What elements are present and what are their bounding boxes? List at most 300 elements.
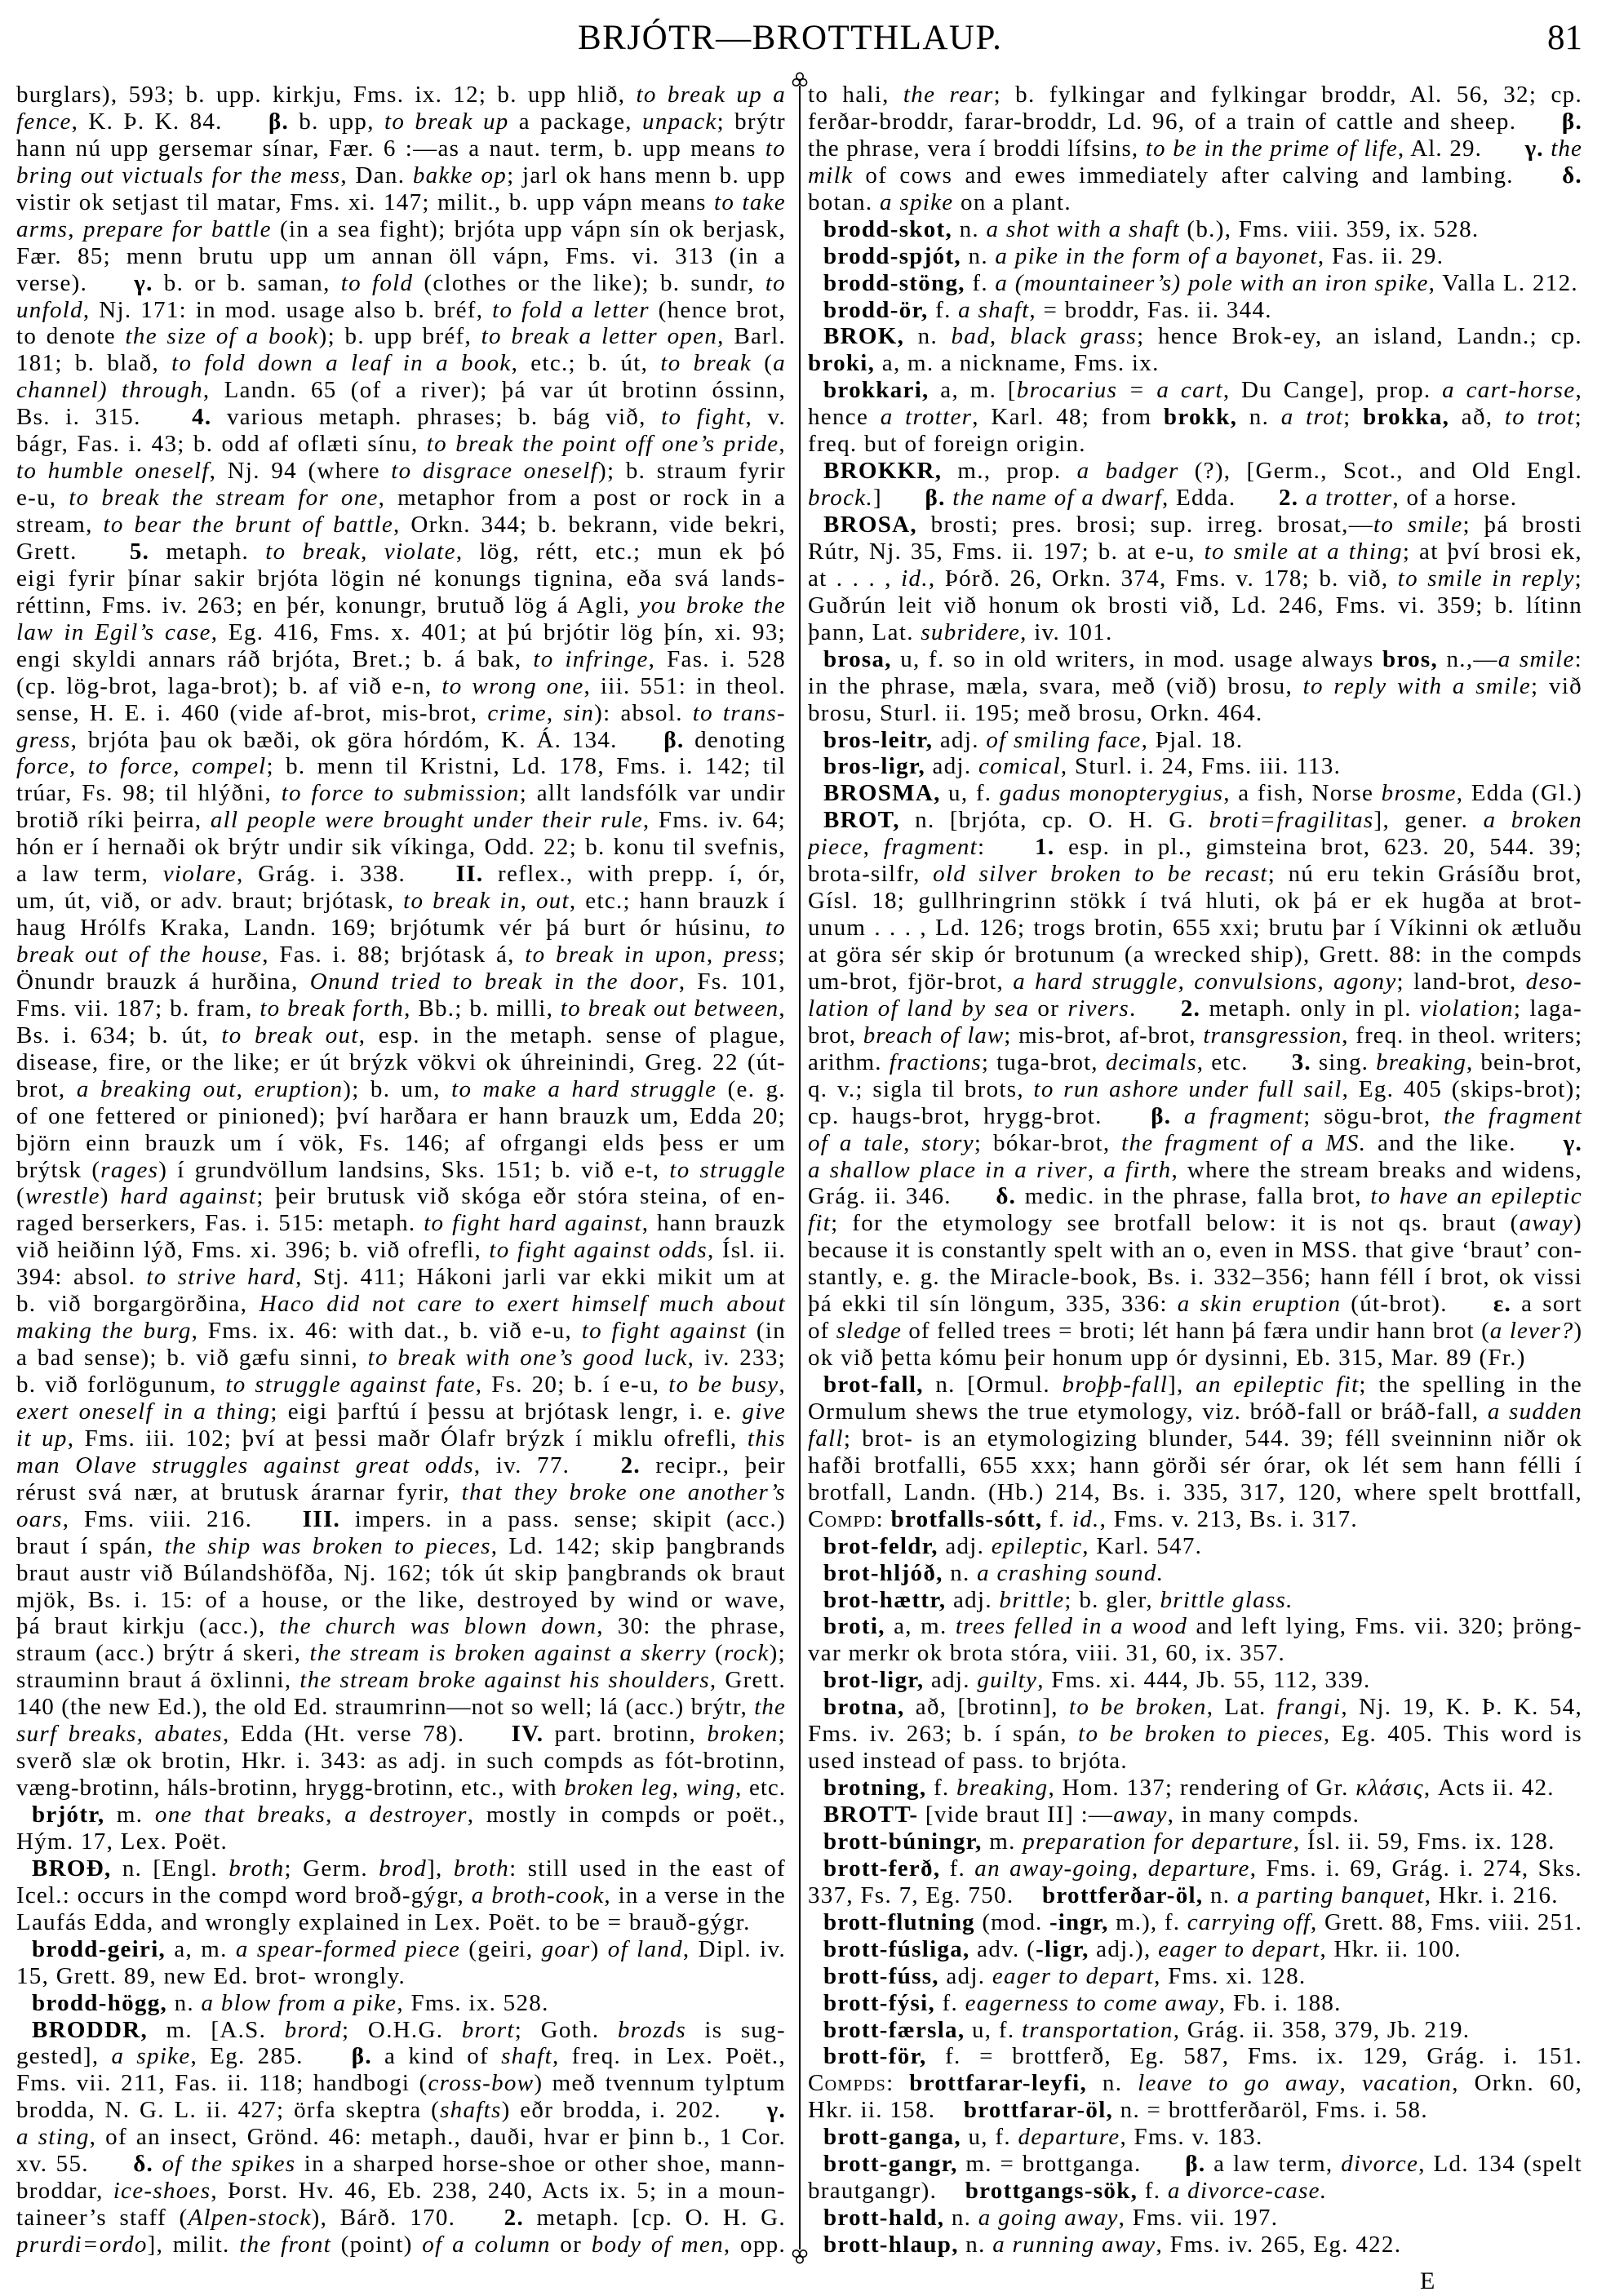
roman-text: (út-brot). [1341,1291,1448,1318]
italic-text: departure [1018,2124,1120,2151]
roman-text: Grett. [16,538,78,565]
roman-text: metaph. only in pl. [1200,995,1421,1022]
roman-text: in a sharped horse-shoe or other shoe, mann- [295,2151,786,2178]
section-marker: III. [302,1505,341,1532]
italic-text: violation [1420,995,1514,1022]
roman-text: b. við borgargörðina, [16,1291,260,1318]
roman-text: to hali, [808,82,903,108]
roman-text: arithm. [808,1048,890,1075]
roman-text: 140 (the new Ed.), the old Ed. straumrinn—not so well; lá (acc.) brýtr, [16,1694,755,1721]
text-line [808,162,1582,189]
italic-text: the rear [903,82,994,108]
roman-text: ; bókar-brot, [974,1129,1122,1156]
text-line [16,915,786,942]
roman-text: u, f. [961,2124,1018,2151]
roman-text: (cp. lög-brot, laga-brot); b. af við e-n, [16,672,442,699]
roman-text: (b.), Fms. viii. 359, ix. 528. [1179,215,1480,242]
headword: -ligr, [1036,1935,1089,1962]
italic-text: to be busy [668,1372,779,1398]
roman-text: ; hence Brok-ey, an island, Landn.; cp. [1137,323,1582,350]
roman-text: 394: absol. [16,1264,147,1291]
roman-text: hafði brotfalli, 655 xxx; hann görði sér órar, ok lét sem hann félli í [808,1452,1582,1478]
entry-first-line [808,780,1582,807]
headword: brot-feldr, [823,1532,938,1559]
italic-text: old silver broken to be recast [933,861,1268,888]
headword: brokk, [1163,404,1238,431]
text-line [808,1398,1582,1425]
section-marker: β. [925,485,946,512]
roman-text: adj. [946,1586,1000,1613]
roman-text: m. = brottganga. [957,2151,1142,2178]
italic-text: id. [901,565,929,592]
roman-text: (geiri, [460,1935,542,1962]
text-line [16,565,786,592]
roman-text: sverð slæ ok brotin, Hkr. i. 343: as adj. in such compds as fót-brotinn, [16,1748,786,1775]
roman-text: Fms. iv. 263; b. í spán, [808,1721,1079,1748]
section-marker: β. [268,108,290,135]
roman-text: , Fms. xi. 444, Jb. 55, 112, 339. [1037,1667,1371,1694]
sub-headword: brottfarar-öl, [963,2097,1114,2124]
text-line [16,2205,786,2232]
italic-text: Haco did not care to exert himself much about [259,1291,786,1318]
text-line [16,834,786,861]
italic-text: to fold a letter [492,296,650,323]
roman-text: freq. but of foreign origin. [808,431,1086,458]
roman-text: of [808,1318,836,1345]
running-title: BRJÓTR—BROTTHLAUP. [578,19,1003,57]
entry-first-line [808,216,1582,243]
entry-first-line [808,1828,1582,1855]
italic-text: unfold [16,296,83,323]
italic-text: to reply with a smile [1302,672,1532,699]
text-line [16,1479,786,1506]
roman-text: við heiðinn lýð, Fms. xi. 396; b. við ofrefli, [16,1237,490,1264]
roman-text: rérust svá nær, at brutusk árarnar fyrir, [16,1478,462,1505]
entry-first-line [808,2151,1582,2178]
roman-text: ), Bárð. 170. [311,2205,456,2232]
roman-text: ; [778,1721,786,1748]
text-line [16,942,786,968]
roman-text: , Landn. 65 (of a river); þá var út brotinn óssinn, [202,377,786,404]
roman-text: ; sögu-brot, [1303,1102,1444,1129]
italic-text: trees felled in a wood [955,1613,1188,1640]
entry-first-line [808,377,1582,404]
italic-text: to struggle against fate [225,1372,476,1398]
roman-text: , Eg. 285. [190,2043,304,2070]
roman-text: , Fb. i. 188. [1218,1989,1342,2016]
italic-text: breach of law [863,1022,1005,1048]
italic-text: away [1113,1802,1168,1828]
italic-text: a spike [111,2043,191,2070]
text-line [16,109,786,135]
roman-text: f. [928,296,959,323]
section-marker: β. [1561,108,1582,135]
roman-text: to denote [16,323,126,350]
roman-text: , [672,1775,686,1802]
italic-text: a shaft [958,296,1030,323]
roman-text: a bad sense); b. við gæfu sinni, [16,1345,368,1372]
italic-text: a [773,350,786,377]
roman-text: disease, fire, or the like; er út brýzk vökvi ok úhreinindi, Greg. 22 (út- [16,1048,786,1075]
text-line [16,512,786,539]
roman-text: Laufás Edda, and wrongly explained in Lex. Poët. to be = brauð-gýgr. [16,1908,751,1935]
headword: -ingr, [1049,1908,1109,1935]
italic-text: to have an epileptic [1370,1183,1582,1210]
text-line [808,485,1582,512]
left-column [16,82,786,2258]
roman-text: , Edda (Ht. verse 78). [223,1721,465,1748]
italic-text: a blow from a pike [201,1989,397,2016]
roman-text: , brjóta þau ok bæði, ok göra hórdóm, K. Á. 134. [70,726,618,753]
italic-text: to be in the prime of life [1145,135,1398,162]
entry-first-line [808,458,1582,485]
roman-text: ; [1343,404,1364,431]
italic-text: broken leg [564,1775,672,1802]
roman-text: f. [926,1775,957,1802]
headword: brot-hættr, [823,1586,947,1613]
text-line [16,780,786,807]
roman-text: , [236,1075,255,1102]
roman-text: , Nj. 171: in mod. usage also b. bréf, [82,296,493,323]
roman-text: ], [1168,1372,1196,1398]
italic-text: the [754,1694,786,1721]
roman-text: væng-brotinn, háls-brotinn, hrygg-brotinn, etc., with [16,1775,565,1802]
italic-text: bad [951,323,990,350]
text-line [16,485,786,512]
italic-text: to break [265,538,362,565]
entry-first-line [808,1775,1582,1802]
headword: bros-leitr, [823,726,934,753]
text-line [808,1425,1582,1452]
roman-text: , [706,942,724,968]
roman-text: , [1339,2070,1362,2097]
roman-text: at . . . , [808,565,902,592]
text-line [16,673,786,700]
roman-text: ); b. upp bréf, [318,323,481,350]
entry-first-line [808,727,1582,754]
section-marker: γ. [1563,1129,1582,1156]
headword: brott-gangr, [823,2151,958,2178]
signature-mark: E [1420,2267,1435,2294]
italic-text: a cart-horse [1442,377,1576,404]
italic-text: a spear-formed piece [235,1935,461,1962]
roman-text: gested], [16,2043,112,2070]
roman-text: , Fms. vii. 197. [1118,2205,1279,2232]
italic-text: rock [724,1640,770,1667]
text-line [16,2070,786,2097]
roman-text: , freq. in Lex. Poët., [552,2043,786,2070]
italic-text: brort [461,2016,515,2043]
text-line [16,1640,786,1667]
text-line [16,2151,786,2178]
roman-text: m.), f. [1108,1908,1187,1935]
roman-text: , Fms. v. 213, Bs. i. 317. [1099,1505,1358,1532]
italic-text: shaft [501,2043,552,2070]
roman-text: ; brot- is an etymologizing blunder, 544. 39; féll sveinninn niðr ok [843,1425,1582,1452]
roman-text: , Fms. ix. 528. [397,1989,549,2016]
text-line [16,458,786,485]
entry-first-line [808,1533,1582,1560]
roman-text: (clothes or the like); b. sundr, [413,269,765,296]
roman-text: a, m. a nickname, Fms. ix. [875,350,1160,377]
text-line [16,2124,786,2151]
italic-text: law in Egil’s case [16,618,211,645]
text-line [16,1452,786,1479]
roman-text: , esp. in the metaph. sense of plague, [358,1022,786,1048]
roman-text: að, [1449,404,1505,431]
roman-text: ; [1574,565,1582,592]
roman-text: ; nú eru tekin Grásíðu brot, [1267,861,1582,888]
text-line [808,404,1582,431]
italic-text: a divorce-case. [1167,2178,1328,2205]
roman-text: , Orkn. 60, [1452,2070,1582,2097]
roman-text: n. [943,1559,978,1586]
text-line [808,834,1582,861]
text-line [808,431,1582,458]
roman-text: a law term, [16,861,163,888]
text-line [16,1533,786,1560]
italic-text: one that breaks [154,1802,326,1828]
entry-first-line [808,1613,1582,1640]
text-line [808,861,1582,888]
roman-text: ; the spelling in the [1359,1372,1582,1398]
roman-text: n. [961,242,996,269]
italic-text: fragment [883,834,978,861]
italic-text: decimals [1105,1048,1197,1075]
entry-first-line [808,807,1582,834]
text-line [16,1210,786,1237]
italic-text: crime [487,699,547,726]
italic-text: a firth [1103,1156,1172,1183]
entry-first-line [808,1936,1582,1963]
roman-text: and left lying, Fms. vii. 320; þröng- [1187,1613,1582,1640]
italic-text: broti=fragilitas [1209,807,1374,834]
roman-text: , Fas. ii. 29. [1317,242,1444,269]
text-line [808,1103,1582,1130]
roman-text: , [326,1802,345,1828]
roman-text: ) í grundvöllum landsins, Sks. 151; b. við e-t, [158,1156,670,1183]
roman-text: Fær. 85; menn brutu upp um annan öll vápn, Fms. vi. 313 (in a [16,242,786,269]
roman-text: , Barl. [717,323,786,350]
roman-text: , Fms. iv. 64; [642,807,786,834]
italic-text: cross-bow [428,2070,535,2097]
roman-text: q. v.; sigla til brots, [808,1075,1034,1102]
roman-text: , Ld. 134 (spelt [1418,2151,1582,2178]
text-line [16,1049,786,1076]
text-line [808,1318,1582,1345]
text-line [808,942,1582,968]
italic-text: brocarius = a cart [1016,377,1223,404]
roman-text: botan. [808,188,881,215]
section-marker: 2. [620,1452,641,1478]
roman-text: Bs. i. 315. [16,404,141,431]
italic-text: ice-shoes [113,2178,211,2205]
headword: BROKKR, [823,458,943,485]
entry-first-line [808,1694,1582,1721]
roman-text: sing. [1311,1048,1377,1075]
italic-text: away [1519,1210,1574,1237]
text-line [808,1748,1582,1775]
headword: brott-fúsliga, [823,1935,970,1962]
roman-text: n. [1203,1882,1237,1908]
roman-text: part. brotinn, [544,1721,708,1748]
roman-text: adj. [924,1667,978,1694]
roman-text: , Sturl. i. 24, Fms. iii. 113. [1060,753,1342,780]
text-line [16,619,786,646]
roman-text: b. við forlögunum, [16,1372,226,1398]
text-line [16,1398,786,1425]
roman-text: þá braut kirkju (acc.), [16,1613,280,1640]
text-line [16,1882,786,1909]
text-line [16,1909,786,1936]
roman-text: (in a sea fight); brjóta upp vápn sín ok berjask, [271,215,786,242]
roman-text: björn einn brauzk um í vök, Fs. 146; af ofrgangi elds þess er um [16,1129,786,1156]
roman-text: ; mis-brot, af-brot, [1004,1022,1204,1048]
italic-text: brord [284,2016,343,2043]
roman-text: n. [brjóta, cp. O. H. G. [899,807,1209,834]
italic-text: piece [808,834,863,861]
italic-text: of land [607,1935,683,1962]
headword: brotfalls-sótt, [890,1505,1043,1532]
text-line [16,216,786,243]
roman-text: , [1132,1855,1148,1882]
italic-text: to break out [221,1022,359,1048]
italic-text: a hard struggle, convulsions, agony [1013,968,1397,995]
italic-text: to break with one’s good luck [367,1345,688,1372]
italic-text: brod [379,1855,428,1882]
roman-text: , Acts ii. 42. [1423,1775,1555,1802]
italic-text: leave to go away [1138,2070,1340,2097]
entry-first-line [808,1802,1582,1828]
roman-text: medic. in the phrase, falla brot, [1016,1183,1371,1210]
italic-text: channel) through [16,377,203,404]
italic-text: eagerness to come away [965,1989,1219,2016]
roman-text: f. [940,1855,975,1882]
italic-text: milk [808,162,854,188]
roman-text: , iv. 101. [1020,618,1113,645]
roman-text: , a fish, Norse [1223,780,1382,807]
roman-text: , Eg. 405. This word is [1323,1721,1582,1748]
roman-text: adj. [938,1962,992,1989]
italic-text: out [535,888,570,915]
roman-text: ; jarl ok hans menn b. upp [507,162,786,188]
text-line [16,1667,786,1694]
roman-text: ; at því brosi ek, [1402,538,1582,565]
roman-text: , Fms. i. 69, Grág. i. 274, Sks. [1249,1855,1582,1882]
italic-text: break out of the house [16,942,263,968]
italic-text: κλάσις [1355,1775,1424,1802]
roman-text: 181; b. blað, [16,350,172,377]
roman-text: , Ld. 142; skip þangbrands [490,1532,786,1559]
italic-text: the ship was broken to pieces [164,1532,491,1559]
roman-text: sense, H. E. i. 460 (vide af-brot, mis-brot, [16,699,488,726]
italic-text: surf breaks, abates [16,1721,223,1748]
italic-text: hard against [120,1183,257,1210]
trefoil-top-ornament-icon [792,73,806,86]
roman-text: , Valla L. 212. [1428,269,1578,296]
roman-text: þá ekki til sín löngum, 335, 336: [808,1291,1178,1318]
roman-text: , Fms. ix. 46: with dat., b. við e-u, [191,1318,582,1345]
text-line [808,539,1582,565]
italic-text: goar [541,1935,591,1962]
entry-first-line [808,297,1582,324]
italic-text: Onund tried to break in the door [309,968,679,995]
roman-text: , K. Þ. K. 84. [71,108,223,135]
roman-text: or [1029,995,1068,1022]
text-line [808,1291,1582,1318]
headword: brot-fall, [823,1372,924,1398]
roman-text: brýtsk ( [16,1156,101,1183]
roman-text: adj.), [1089,1935,1159,1962]
text-line [16,1345,786,1372]
text-line [16,727,786,754]
roman-text: , Bb.; b. milli, [404,995,561,1022]
roman-text [1544,135,1551,162]
text-line [16,1264,786,1291]
italic-text: the [1551,135,1582,162]
roman-text: n. [958,2232,993,2258]
roman-text: Rútr, Nj. 35, Fms. ii. 197; b. at e-u, [808,538,1205,565]
roman-text: , etc. [1196,1048,1249,1075]
italic-text: violare [162,861,237,888]
italic-text: fence [16,108,72,135]
italic-text: to break in upon [525,942,707,968]
roman-text: engi skyldi annars ráð brjóta, Bret.; b. á bak, [16,645,534,672]
italic-text: epileptic [991,1532,1083,1559]
headword: brot-ligr, [823,1667,925,1694]
text-line [808,968,1582,995]
small-caps-label: Compds [808,2070,887,2097]
roman-text: , Eg. 416, Fms. x. 401; at þú brjótir lög þín, xi. 93; [211,618,786,645]
roman-text: 337, Fs. 7, Eg. 750. [808,1882,1014,1908]
section-marker: IV. [511,1721,544,1748]
roman-text: a kind of [371,2043,502,2070]
roman-text: or [550,2232,592,2258]
entry-first-line [808,1963,1582,1990]
roman-text: , Fms. iii. 102; því at þessi maðr Ólafr brýzk í miklu ofrefli, [67,1425,748,1452]
roman-text: of cows and ewes immediately after calving and lambing. [853,162,1514,188]
roman-text: Fms. vii. 211, Fas. ii. 118; handbogi ( [16,2070,428,2097]
roman-text: , Edda (Gl.) [1456,780,1582,807]
italic-text: this [747,1425,786,1452]
roman-text: , [989,323,1010,350]
roman-text: , [779,1372,786,1398]
roman-text: ); b. straum fyrir [598,458,786,485]
headword: brott-ferð, [823,1855,941,1882]
roman-text: m., prop. [942,458,1077,485]
roman-text: b. or b. saman, [153,269,341,296]
roman-text: , of a horse. [1392,485,1518,512]
roman-text: a, m. [885,1613,956,1640]
roman-text: raged berserkers, Fas. i. 515: metaph. [16,1210,424,1237]
headword: broki, [808,350,876,377]
text-line [16,1103,786,1130]
italic-text: a crashing sound. [977,1559,1165,1586]
headword: brodd-högg, [32,1989,168,2016]
italic-text: to be broken to pieces [1078,1721,1324,1748]
page-number: 81 [1547,19,1582,57]
roman-text: f. [1042,1505,1072,1532]
text-line [16,189,786,216]
text-line [16,162,786,189]
roman-text: f. = brottferð, Eg. 587, Fms. ix. 129, Grág. i. 151. [926,2043,1582,2070]
roman-text: n. [167,1989,202,2016]
roman-text: : still used in the east of [509,1855,786,1882]
roman-text: mjök, Bs. i. 15: of a house, or the like, destroyed by wind or wave, [16,1586,786,1613]
headword: BROÐ, [32,1855,112,1882]
section-marker: γ. [134,269,153,296]
roman-text: , opp. [723,2232,786,2258]
